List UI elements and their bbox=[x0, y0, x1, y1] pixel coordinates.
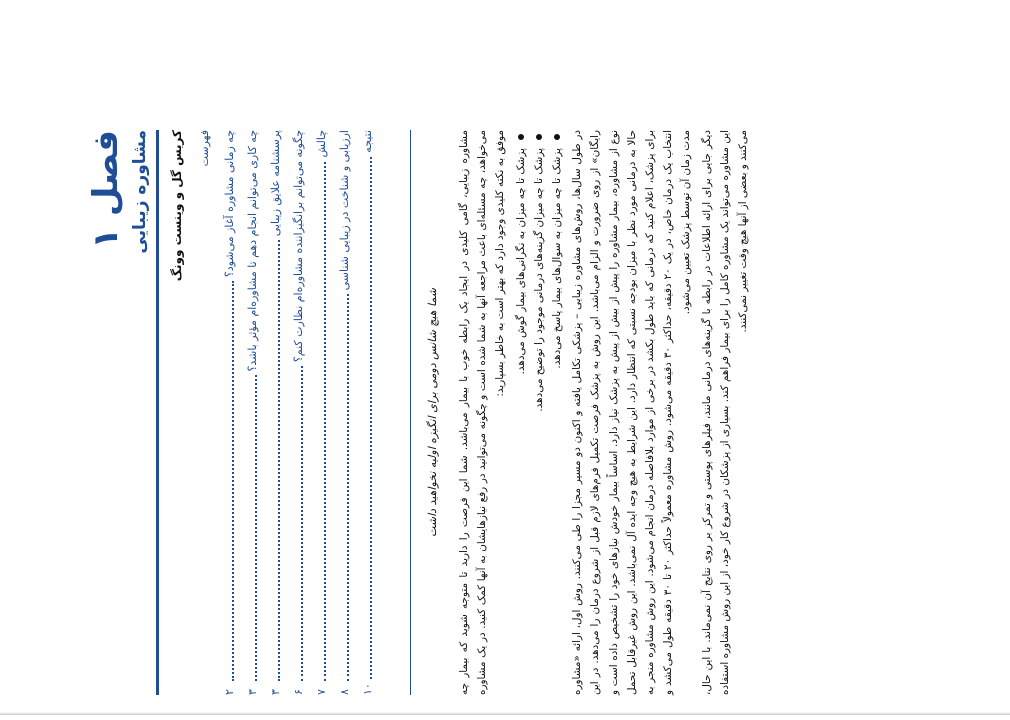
list-item: پزشک تا چه میزان به نگرانی‌های بیمار گوش می‌دهد. bbox=[512, 148, 530, 695]
key-points-list bbox=[512, 130, 567, 695]
toc-leader bbox=[370, 157, 372, 679]
toc-item-page: ۳ bbox=[269, 689, 282, 695]
toc-item-label: چالش bbox=[315, 130, 328, 158]
toc-item[interactable] bbox=[215, 130, 238, 695]
paragraph-methods: در طول سال‌ها، روش‌های مشاوره زیبایی – پزشکی تکامل یافته و اکنون دو مسیر مجزا را طی می‌کنند. روش اول، ارائه «مشاوره رایگان» از روی ضرورت و الزام می‌باشد. این روش به پزشک فرصت تکمیل فرم‌های لازم قبل از شروع درمان را می‌دهد. در این نوع از مشاوره، بیمار مشاوره را پیش از بیش از پیش به پزشک نیاز دارد. اساساً بیمار خودش نیازهای خود را تشخیص داده است و حالا به درمانی مورد نظر با میزان بودجه نسبتی که انتظار دارد. این شرایط به هیچ وجه ایده آل نمی‌باشد. این روش غیرقابل تحمل برای پزشک، اعلام کنید که درمانی که باید طول بکشد در برخی از موارد بلافاصله درمان انجام می‌شود. این روش مشاوره منجر به انتخاب یک درمان خاص، در یک ۲۰ دقیقه، حداکثر ۳۰ دقیقه می‌شود. روش مشاوره معمولاً حداکثر ۲۰ تا ۳۰ دقیقه طول می‌کشد و مدت زمان آن توسط پزشک تعیین می‌شود. bbox=[571, 130, 693, 695]
toc-item[interactable] bbox=[284, 130, 307, 695]
paragraph-intro: مشاوره زیبایی، گامی کلیدی در ایجاد یک رابطه خوب با بیمار می‌باشد. شما این فرصت را دارید تا متوجه شوید که بیمار چه می‌خواهد، چه مسئله‌ای باعث مراجعه آنها به شما شده است و چگونه می‌توانید در رفع نیازهایشان به آنها کمک کنید. در یک مشاوره موفق به نکته کلیدی وجود دارد که بهتر است به خاطر بسپارید: bbox=[458, 130, 507, 695]
header-rule bbox=[156, 130, 159, 695]
rotated-page bbox=[70, 105, 870, 720]
list-item: پزشک تا چه میزان گزینه‌های درمانی موجود را توضیح می‌دهد. bbox=[530, 148, 548, 695]
toc-item-page: ۷ bbox=[315, 689, 328, 695]
toc-leader bbox=[278, 240, 280, 681]
body-text bbox=[455, 130, 754, 695]
author-line: کریس گل و وینست وونگ bbox=[170, 130, 184, 282]
toc-leader bbox=[301, 366, 303, 681]
toc-item-label: ارزیابی و شناخت در زیبایی شناسی bbox=[338, 130, 351, 291]
toc-item[interactable] bbox=[261, 130, 284, 695]
toc-item-page: ۳ bbox=[246, 689, 259, 695]
toc-item-page: ۸ bbox=[338, 689, 351, 695]
toc-title: فهرست bbox=[198, 130, 211, 167]
toc-item-label: نتیجه bbox=[361, 130, 374, 153]
toc-item[interactable] bbox=[330, 130, 353, 695]
toc-item[interactable] bbox=[238, 130, 261, 695]
lead-quote: شما هیچ شانس دومی برای انگیزه اولیه نخواهید داشت bbox=[426, 288, 439, 537]
toc-item-label: پرسشنامه علایق زیبایی bbox=[269, 130, 282, 237]
toc-item-label: چه کاری می‌توانم انجام دهم تا مشاوره‌ام مؤثر باشد؟ bbox=[246, 130, 259, 372]
toc-item-label: چگونه می‌توانم برانگیزاننده مشاوره‌ام نظارت کنم؟ bbox=[292, 130, 305, 363]
toc-leader bbox=[232, 281, 234, 681]
chapter-title: فصل ۱ bbox=[86, 130, 126, 249]
toc-leader bbox=[255, 376, 257, 682]
toc-item-page: ۶ bbox=[292, 689, 305, 695]
toc-item[interactable] bbox=[353, 130, 376, 695]
toc-item[interactable] bbox=[307, 130, 330, 695]
toc-item-label: چه زمانی مشاوره آغاز می‌شود؟ bbox=[223, 130, 236, 278]
list-item: پزشک تا چه میزان به سوال‌های بیمار پاسخ می‌دهد. bbox=[548, 148, 566, 695]
paragraph-closing: دیگر جایی برای ارائه اطلاعات در رابطه با گزینه‌های درمانی مانند، فیلرهای پوستی و تمرکز بر روی نتایج آن نمی‌ماند. با این حال، این مشاوره می‌تواند یک مشاوره کامل را برای بیمار فراهم کند. بسیاری از پزشکان در شروع کار خود، از این روش مشاوره استفاده می‌کنند و بعضی از آنها هیچ وقت تغییر نمی‌کنند. bbox=[700, 130, 750, 695]
toc-leader bbox=[347, 294, 349, 681]
toc-bottom-rule bbox=[410, 130, 411, 695]
table-of-contents bbox=[198, 130, 376, 695]
chapter-subtitle: مشاوره زیبایی bbox=[130, 130, 150, 254]
toc-leader bbox=[324, 162, 326, 681]
toc-item-page: ۱۰ bbox=[361, 683, 374, 695]
chapter-header bbox=[86, 130, 154, 695]
toc-item-page: ۲ bbox=[223, 689, 236, 695]
